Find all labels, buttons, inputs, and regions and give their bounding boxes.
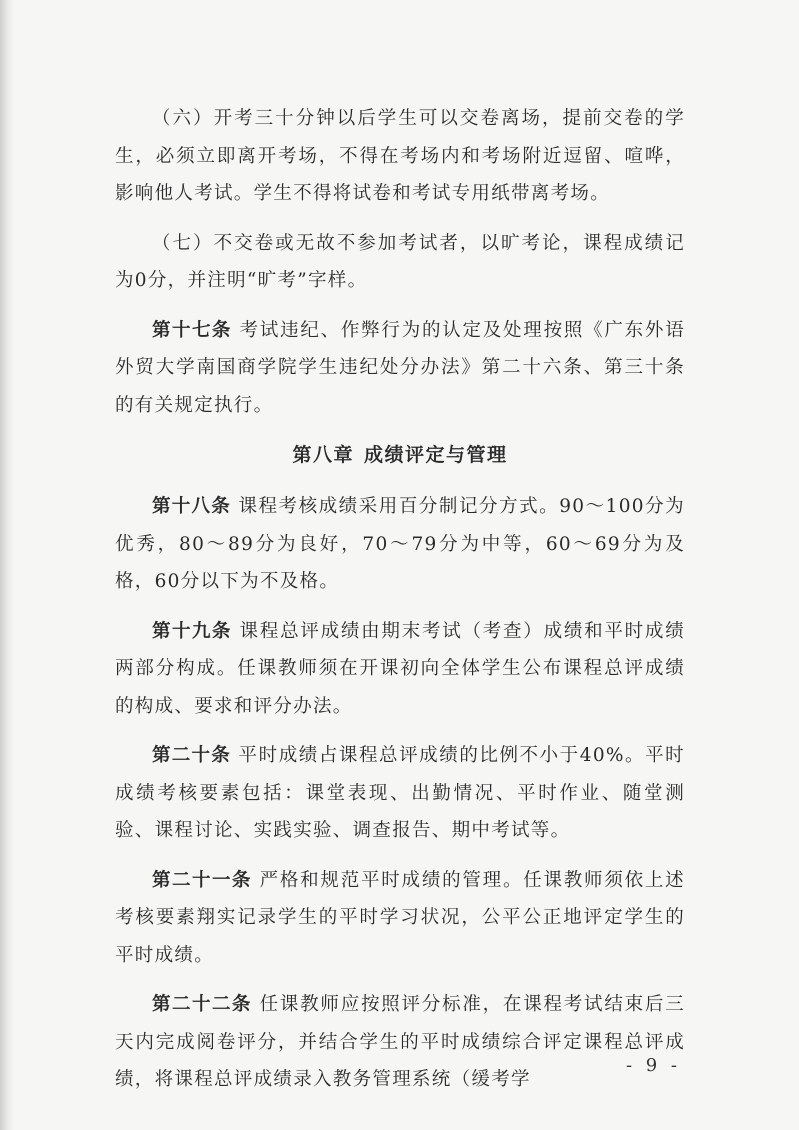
article-number: 第十七条 bbox=[152, 319, 232, 341]
paragraph-text: （七）不交卷或无故不参加考试者，以旷考论，课程成绩记为0分，并注明“旷考”字样。 bbox=[115, 232, 685, 291]
article-text: 课程考核成绩采用百分制记分方式。90～100分为优秀，80～89分为良好，70～79分为中等，60～69分为及格，60分以下为不及格。 bbox=[115, 496, 685, 592]
article-18 bbox=[115, 488, 685, 601]
page-number: - 9 - bbox=[625, 1055, 681, 1076]
article-number: 第十八条 bbox=[152, 496, 231, 517]
paragraph-item-7 bbox=[115, 225, 685, 300]
article-22 bbox=[115, 986, 685, 1099]
article-21 bbox=[115, 862, 685, 975]
page-body bbox=[115, 100, 685, 1111]
article-text: 考试违纪、作弊行为的认定及处理按照《广东外语外贸大学南国商学院学生违纪处分办法》第二十六条、第三十条的有关规定执行。 bbox=[115, 319, 685, 416]
article-number: 第二十一条 bbox=[152, 869, 252, 891]
article-20 bbox=[115, 737, 685, 850]
scan-shadow-edge bbox=[0, 0, 14, 1130]
article-number: 第十九条 bbox=[152, 620, 232, 642]
article-number: 第二十二条 bbox=[152, 994, 252, 1015]
article-text: 严格和规范平时成绩的管理。任课教师须依上述考核要素翔实记录学生的平时学习状况，公平公正地评定学生的平时成绩。 bbox=[115, 869, 685, 966]
chapter-title: 成绩评定与管理 bbox=[364, 444, 508, 466]
article-text: 平时成绩占课程总评成绩的比例不小于40%。平时成绩考核要素包括：课堂表现、出勤情况、平时作业、随堂测验、课程讨论、实践实验、调查报告、期中考试等。 bbox=[115, 745, 685, 841]
chapter-number: 第八章 bbox=[292, 444, 354, 466]
article-17 bbox=[115, 312, 685, 425]
article-19 bbox=[115, 613, 685, 726]
article-text: 课程总评成绩由期末考试（考查）成绩和平时成绩两部分构成。任课教师须在开课初向全体学生公布课程总评成绩的构成、要求和评分办法。 bbox=[115, 620, 685, 717]
paragraph-text: （六）开考三十分钟以后学生可以交卷离场，提前交卷的学生，必须立即离开考场，不得在考场内和考场附近逗留、喧哗，影响他人考试。学生不得将试卷和考试专用纸带离考场。 bbox=[115, 108, 685, 204]
chapter-heading bbox=[115, 436, 685, 474]
article-number: 第二十条 bbox=[152, 745, 232, 766]
paragraph-item-6 bbox=[115, 100, 685, 213]
article-text: 任课教师应按照评分标准，在课程考试结束后三天内完成阅卷评分，并结合学生的平时成绩综合评定课程总评成绩，将课程总评成绩录入教务管理系统（缓考学 bbox=[115, 994, 685, 1090]
